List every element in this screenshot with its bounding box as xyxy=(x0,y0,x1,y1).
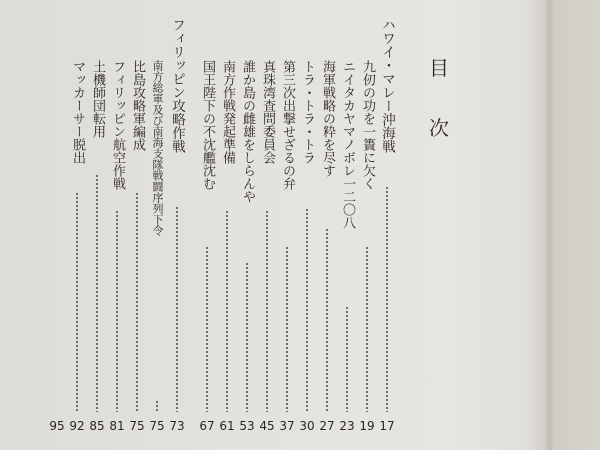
toc-item-label: 真珠湾査問委員会 xyxy=(260,60,275,164)
toc-page-number: 53 xyxy=(239,419,255,433)
toc-page-number: 45 xyxy=(259,419,275,433)
toc-leader-dots xyxy=(246,262,248,412)
toc-section-title: ハワイ・マレー沖海戦 xyxy=(379,18,395,153)
toc-page-number: 67 xyxy=(199,419,215,433)
toc-leader-dots xyxy=(206,246,208,412)
toc-section-hawaii xyxy=(378,0,396,450)
toc-item xyxy=(358,0,376,450)
toc-item-label: フィリッピン航空作戦 xyxy=(110,60,125,190)
toc-leader-dots xyxy=(226,210,228,412)
toc-page-number: 30 xyxy=(299,419,315,433)
toc-page-number: 92 xyxy=(69,419,85,433)
toc-item-label: 誰か島の雌雄をしらんや xyxy=(240,60,255,203)
toc-page-number: 95 xyxy=(49,419,65,433)
toc-title-char-2: 次 xyxy=(429,116,449,140)
toc-item xyxy=(298,0,316,450)
toc-item xyxy=(218,0,236,450)
toc-page-number: 23 xyxy=(339,419,355,433)
toc-leader-dots xyxy=(176,206,178,412)
toc-page-number: 75 xyxy=(149,419,165,433)
toc-leader-dots xyxy=(346,306,348,412)
toc-page-number: 61 xyxy=(219,419,235,433)
toc-item xyxy=(198,0,216,450)
toc-item xyxy=(128,0,146,450)
toc-page-number: 19 xyxy=(359,419,375,433)
toc-page-number: 27 xyxy=(319,419,335,433)
toc-item-label: 比島攻略軍編成 xyxy=(130,60,145,151)
toc-leader-dots xyxy=(286,246,288,412)
toc-item-label: 海軍戦略の粋を尽す xyxy=(320,60,335,177)
toc-leader-dots xyxy=(116,210,118,412)
toc-item-label: 土機師団転用 xyxy=(90,60,105,138)
toc-leader-dots xyxy=(156,400,158,412)
toc-item-label: 九仞の功を一簣に欠く xyxy=(360,60,375,190)
toc-page-number: 37 xyxy=(279,419,295,433)
toc-item xyxy=(278,0,296,450)
toc-leader-dots xyxy=(326,228,328,412)
toc-item-label: 南方作戦発起準備 xyxy=(220,60,235,164)
toc-item xyxy=(108,0,126,450)
toc-item xyxy=(88,0,106,450)
toc-item-label: 南方総軍及び南海支隊戦闘序列下令 xyxy=(151,60,164,236)
toc-item xyxy=(238,0,256,450)
toc-page-number: 17 xyxy=(379,419,395,433)
toc-leader-dots xyxy=(366,246,368,412)
toc-item-label: ニイタカヤマノボレ一二〇八 xyxy=(340,60,355,229)
toc-item xyxy=(48,0,66,450)
toc-item xyxy=(68,0,86,450)
toc-item xyxy=(338,0,356,450)
toc-section-philippines xyxy=(168,0,186,450)
toc-item-label: 国王陛下の不沈艦沈む xyxy=(200,60,215,190)
toc-page-number: 75 xyxy=(129,419,145,433)
toc-item-label: マッカーサー脱出 xyxy=(70,60,85,164)
toc-leader-dots xyxy=(306,208,308,412)
book-gutter xyxy=(545,0,553,450)
toc-leader-dots xyxy=(96,174,98,412)
toc-item xyxy=(318,0,336,450)
toc-title-char-1: 目 xyxy=(429,56,449,80)
toc-item-label: 第三次出撃せざるの弁 xyxy=(280,60,295,190)
toc-page-number: 73 xyxy=(169,419,185,433)
toc-item xyxy=(258,0,276,450)
toc-leader-dots xyxy=(266,210,268,412)
toc-item xyxy=(148,0,166,450)
toc-leader-dots xyxy=(136,192,138,412)
toc-leader-dots xyxy=(386,186,388,412)
toc-page-number: 85 xyxy=(89,419,105,433)
toc-section-title: フィリッピン攻略作戦 xyxy=(169,18,185,153)
toc-item-label: トラ・トラ・トラ xyxy=(300,60,315,164)
toc-leader-dots xyxy=(76,192,78,412)
toc-page-number: 81 xyxy=(109,419,125,433)
